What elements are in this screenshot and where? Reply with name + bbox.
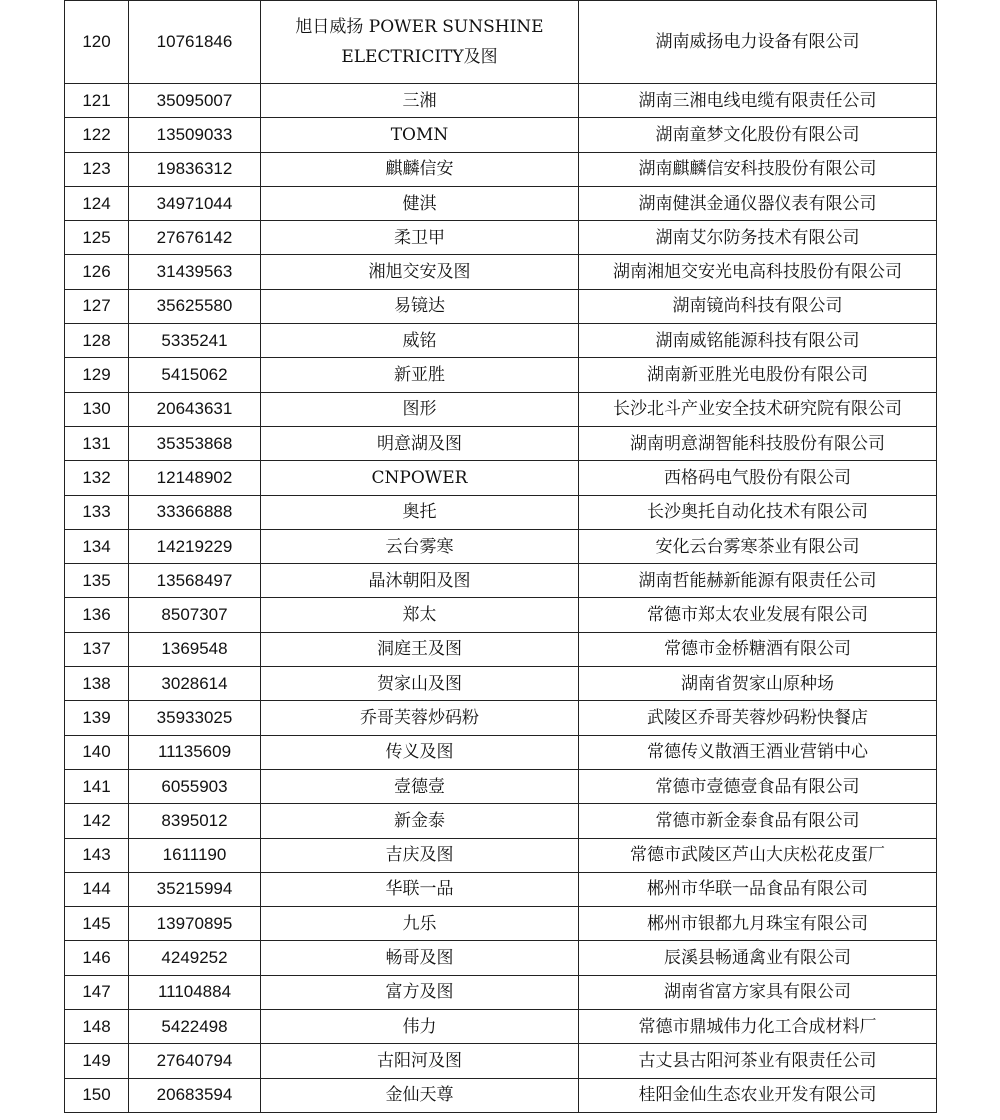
registration-number: 34971044 [129, 186, 261, 220]
row-number: 139 [65, 701, 129, 735]
company-name: 武陵区乔哥芙蓉炒码粉快餐店 [579, 701, 937, 735]
row-number: 134 [65, 529, 129, 563]
registration-number: 5415062 [129, 358, 261, 392]
row-number: 126 [65, 255, 129, 289]
row-number: 135 [65, 564, 129, 598]
trademark-name: 易镜达 [261, 289, 579, 323]
company-name: 西格码电气股份有限公司 [579, 461, 937, 495]
trademark-name: 乔哥芙蓉炒码粉 [261, 701, 579, 735]
company-name: 辰溪县畅通禽业有限公司 [579, 941, 937, 975]
registration-number: 27676142 [129, 221, 261, 255]
trademark-name: 伟力 [261, 1010, 579, 1044]
registration-number: 4249252 [129, 941, 261, 975]
registration-number: 20683594 [129, 1078, 261, 1112]
row-number: 132 [65, 461, 129, 495]
table-row [65, 324, 937, 358]
table-row [65, 632, 937, 666]
company-name: 常德市壹德壹食品有限公司 [579, 769, 937, 803]
table-row [65, 461, 937, 495]
row-number: 140 [65, 735, 129, 769]
row-number: 136 [65, 598, 129, 632]
row-number: 146 [65, 941, 129, 975]
company-name: 桂阳金仙生态农业开发有限公司 [579, 1078, 937, 1112]
company-name: 长沙奥托自动化技术有限公司 [579, 495, 937, 529]
company-name: 湖南镜尚科技有限公司 [579, 289, 937, 323]
trademark-table-body [65, 1, 937, 1113]
company-name: 湖南童梦文化股份有限公司 [579, 118, 937, 152]
registration-number: 13970895 [129, 907, 261, 941]
table-row [65, 804, 937, 838]
row-number: 142 [65, 804, 129, 838]
company-name: 湖南明意湖智能科技股份有限公司 [579, 426, 937, 460]
company-name: 湖南麒麟信安科技股份有限公司 [579, 152, 937, 186]
trademark-name: 畅哥及图 [261, 941, 579, 975]
row-number: 133 [65, 495, 129, 529]
registration-number: 12148902 [129, 461, 261, 495]
company-name: 湖南新亚胜光电股份有限公司 [579, 358, 937, 392]
trademark-name: 健淇 [261, 186, 579, 220]
table-row [65, 1078, 937, 1112]
company-name: 湖南威铭能源科技有限公司 [579, 324, 937, 358]
registration-number: 14219229 [129, 529, 261, 563]
registration-number: 10761846 [129, 1, 261, 84]
trademark-name: 威铭 [261, 324, 579, 358]
company-name: 郴州市银都九月珠宝有限公司 [579, 907, 937, 941]
company-name: 湖南省富方家具有限公司 [579, 975, 937, 1009]
row-number: 150 [65, 1078, 129, 1112]
registration-number: 11135609 [129, 735, 261, 769]
table-row [65, 392, 937, 426]
table-row [65, 358, 937, 392]
registration-number: 35215994 [129, 872, 261, 906]
row-number: 122 [65, 118, 129, 152]
company-name: 常德市郑太农业发展有限公司 [579, 598, 937, 632]
table-row [65, 564, 937, 598]
row-number: 143 [65, 838, 129, 872]
registration-number: 1611190 [129, 838, 261, 872]
company-name: 常德市武陵区芦山大庆松花皮蛋厂 [579, 838, 937, 872]
row-number: 141 [65, 769, 129, 803]
row-number: 145 [65, 907, 129, 941]
company-name: 古丈县古阳河茶业有限责任公司 [579, 1044, 937, 1078]
trademark-name: 旭日威扬 POWER SUNSHINE ELECTRICITY及图 [261, 1, 579, 84]
table-row [65, 975, 937, 1009]
trademark-name: 新亚胜 [261, 358, 579, 392]
row-number: 121 [65, 84, 129, 118]
table-row [65, 255, 937, 289]
registration-number: 1369548 [129, 632, 261, 666]
table-row [65, 152, 937, 186]
trademark-name: 明意湖及图 [261, 426, 579, 460]
trademark-name: 图形 [261, 392, 579, 426]
company-name: 安化云台雾寒茶业有限公司 [579, 529, 937, 563]
trademark-name: 吉庆及图 [261, 838, 579, 872]
trademark-name: 晶沐朝阳及图 [261, 564, 579, 598]
row-number: 147 [65, 975, 129, 1009]
table-row [65, 598, 937, 632]
table-row [65, 769, 937, 803]
trademark-name: 古阳河及图 [261, 1044, 579, 1078]
row-number: 131 [65, 426, 129, 460]
trademark-name: 华联一品 [261, 872, 579, 906]
registration-number: 5422498 [129, 1010, 261, 1044]
company-name: 湖南三湘电线电缆有限责任公司 [579, 84, 937, 118]
row-number: 123 [65, 152, 129, 186]
company-name: 长沙北斗产业安全技术研究院有限公司 [579, 392, 937, 426]
registration-number: 6055903 [129, 769, 261, 803]
table-row [65, 495, 937, 529]
registration-number: 11104884 [129, 975, 261, 1009]
registration-number: 35625580 [129, 289, 261, 323]
registration-number: 3028614 [129, 667, 261, 701]
company-name: 湖南健淇金通仪器仪表有限公司 [579, 186, 937, 220]
company-name: 湖南省贺家山原种场 [579, 667, 937, 701]
registration-number: 8395012 [129, 804, 261, 838]
registration-number: 8507307 [129, 598, 261, 632]
trademark-name: 湘旭交安及图 [261, 255, 579, 289]
company-name: 常德市金桥糖酒有限公司 [579, 632, 937, 666]
registration-number: 35353868 [129, 426, 261, 460]
trademark-name: TOMN [261, 118, 579, 152]
row-number: 144 [65, 872, 129, 906]
trademark-name: 奥托 [261, 495, 579, 529]
trademark-name: 传义及图 [261, 735, 579, 769]
trademark-name: 壹德壹 [261, 769, 579, 803]
trademark-name: 云台雾寒 [261, 529, 579, 563]
company-name: 湖南艾尔防务技术有限公司 [579, 221, 937, 255]
trademark-table-sheet [64, 0, 936, 1113]
registration-number: 31439563 [129, 255, 261, 289]
row-number: 128 [65, 324, 129, 358]
trademark-name: 金仙天尊 [261, 1078, 579, 1112]
company-name: 郴州市华联一品食品有限公司 [579, 872, 937, 906]
row-number: 124 [65, 186, 129, 220]
trademark-name: 九乐 [261, 907, 579, 941]
trademark-name: 郑太 [261, 598, 579, 632]
company-name: 常德市新金泰食品有限公司 [579, 804, 937, 838]
table-row [65, 838, 937, 872]
row-number: 137 [65, 632, 129, 666]
registration-number: 35933025 [129, 701, 261, 735]
table-row [65, 872, 937, 906]
row-number: 149 [65, 1044, 129, 1078]
trademark-name: 富方及图 [261, 975, 579, 1009]
company-name: 常德市鼎城伟力化工合成材料厂 [579, 1010, 937, 1044]
trademark-name: 洞庭王及图 [261, 632, 579, 666]
registration-number: 13568497 [129, 564, 261, 598]
row-number: 129 [65, 358, 129, 392]
company-name: 湖南哲能赫新能源有限责任公司 [579, 564, 937, 598]
table-row [65, 701, 937, 735]
table-row [65, 426, 937, 460]
table-row [65, 907, 937, 941]
row-number: 120 [65, 1, 129, 84]
trademark-table [64, 0, 937, 1113]
table-row [65, 529, 937, 563]
table-row [65, 289, 937, 323]
trademark-name: 三湘 [261, 84, 579, 118]
table-row [65, 667, 937, 701]
row-number: 130 [65, 392, 129, 426]
table-row [65, 1010, 937, 1044]
table-row [65, 221, 937, 255]
row-number: 127 [65, 289, 129, 323]
registration-number: 19836312 [129, 152, 261, 186]
registration-number: 20643631 [129, 392, 261, 426]
row-number: 125 [65, 221, 129, 255]
table-row [65, 1044, 937, 1078]
table-row [65, 1, 937, 84]
trademark-name: 新金泰 [261, 804, 579, 838]
row-number: 148 [65, 1010, 129, 1044]
table-row [65, 186, 937, 220]
table-row [65, 941, 937, 975]
trademark-name: 贺家山及图 [261, 667, 579, 701]
company-name: 湖南湘旭交安光电高科技股份有限公司 [579, 255, 937, 289]
company-name: 常德传义散酒王酒业营销中心 [579, 735, 937, 769]
trademark-name: CNPOWER [261, 461, 579, 495]
row-number: 138 [65, 667, 129, 701]
company-name: 湖南威扬电力设备有限公司 [579, 1, 937, 84]
registration-number: 13509033 [129, 118, 261, 152]
registration-number: 5335241 [129, 324, 261, 358]
registration-number: 35095007 [129, 84, 261, 118]
registration-number: 33366888 [129, 495, 261, 529]
registration-number: 27640794 [129, 1044, 261, 1078]
table-row [65, 735, 937, 769]
trademark-name: 柔卫甲 [261, 221, 579, 255]
trademark-name: 麒麟信安 [261, 152, 579, 186]
table-row [65, 118, 937, 152]
table-row [65, 84, 937, 118]
